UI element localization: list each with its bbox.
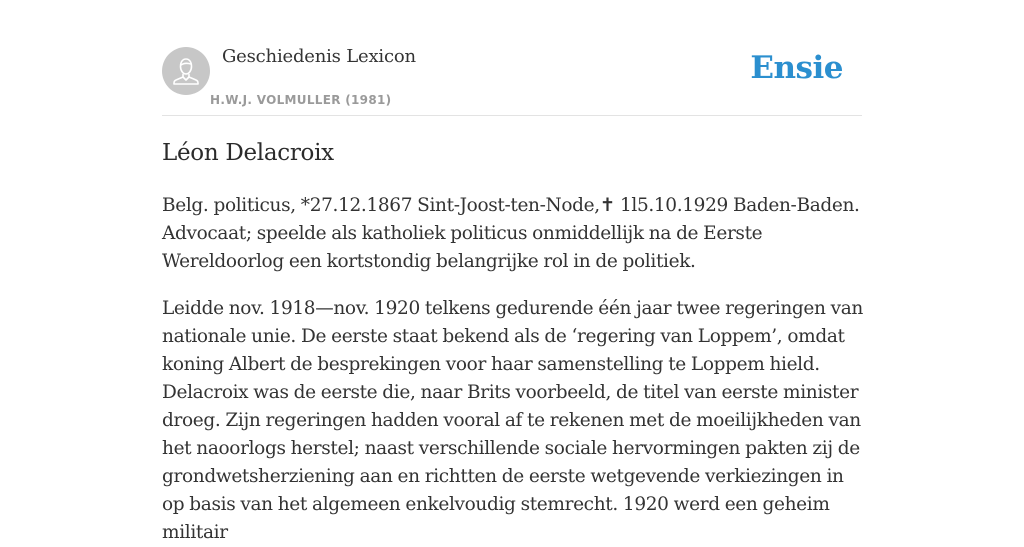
- lexicon-author: H.W.J. VOLMULLER (1981): [210, 93, 392, 107]
- user-silhouette-icon: [162, 47, 210, 95]
- avatar[interactable]: [162, 47, 210, 95]
- entry-paragraph: Belg. politicus, *27.12.1867 Sint-Joost-ten-Node,✝ 1l5.10.1929 Baden-Baden. Advocaat; speelde als katholiek politicus onmiddellijk na de Eerste Wereldoorlog een kortstondig belangrijke rol in de politiek.: [162, 195, 860, 272]
- ensie-logo[interactable]: Ensie: [750, 50, 843, 86]
- entry-title: Léon Delacroix: [162, 140, 334, 166]
- entry-paragraph: Leidde nov. 1918—nov. 1920 telkens gedurende één jaar twee regeringen van nationale unie. De eerste staat bekend als de ‘regering van Loppem’, omdat koning Albert de besprekingen voor haar samenstelling te Loppem hield. Delacroix was de eerste die, naar Brits voorbeeld, de titel van eerste minister droeg. Zijn regeringen hadden vooral af te rekenen met de moeilijkheden van het naoorlogs herstel; naast verschillende sociale hervormingen pakten zij de grondwetsherziening aan en richtten de eerste wetgevende verkiezingen in op basis van het algemeen enkelvoudig stemrecht. 1920 werd een geheim militair: [162, 298, 863, 543]
- source-header: [162, 0, 862, 116]
- article-container: [162, 0, 863, 543]
- lexicon-title[interactable]: Geschiedenis Lexicon: [222, 46, 416, 67]
